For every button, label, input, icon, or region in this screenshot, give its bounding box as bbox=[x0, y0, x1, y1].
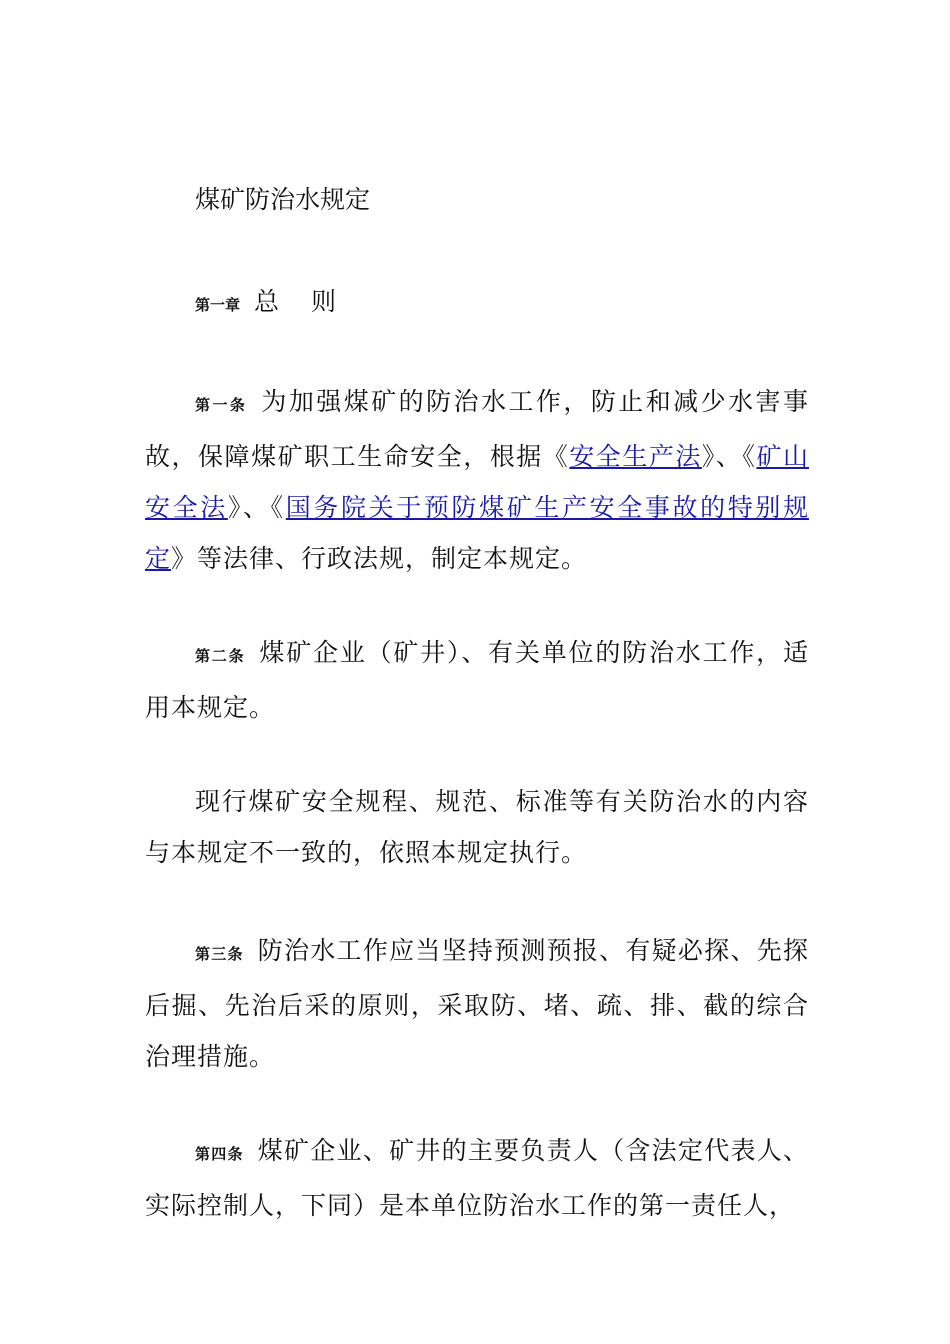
article-text: 煤矿企业、矿井的主要负责人（含法定代表人、实际控制人，下同）是本单位防治水工作的第一责任人， bbox=[145, 1136, 809, 1220]
article-text: 》等法律、行政法规，制定本规定。 bbox=[171, 544, 588, 573]
article-text: 》、《 bbox=[227, 493, 286, 522]
article-label: 第二条 bbox=[195, 647, 246, 665]
article-text: 为加强煤矿的防治水工作，防止和减少水害事故，保障煤矿职工生命安全，根据《 bbox=[145, 387, 809, 471]
article-2-paragraph-2 bbox=[145, 776, 809, 878]
law-link-work-safety[interactable]: 安全生产法 bbox=[569, 442, 702, 471]
chapter-label: 第一章 bbox=[195, 296, 241, 314]
article-text: 》、《 bbox=[701, 442, 757, 471]
article-text: 煤矿企业（矿井）、有关单位的防治水工作，适用本规定。 bbox=[145, 638, 809, 722]
article-4 bbox=[145, 1125, 809, 1231]
article-3 bbox=[145, 925, 809, 1082]
article-text: 现行煤矿安全规程、规范、标准等有关防治水的内容与本规定不一致的，依照本规定执行。 bbox=[145, 787, 809, 867]
article-text: 防治水工作应当坚持预测预报、有疑必探、先探后掘、先治后采的原则，采取防、堵、疏、排、截的综合治理措施。 bbox=[145, 936, 809, 1071]
article-2 bbox=[145, 627, 809, 733]
article-label: 第一条 bbox=[195, 396, 248, 414]
law-link-mine-safety[interactable]: 矿山安全法 bbox=[145, 442, 809, 522]
chapter-name: 总 则 bbox=[254, 287, 348, 316]
article-1 bbox=[145, 376, 809, 584]
chapter-heading bbox=[195, 282, 348, 325]
article-label: 第三条 bbox=[195, 945, 244, 963]
document-title: 煤矿防治水规定 bbox=[195, 185, 371, 214]
law-link-state-council-regulation[interactable]: 国务院关于预防煤矿生产安全事故的特别规定 bbox=[145, 493, 809, 573]
article-label: 第四条 bbox=[195, 1145, 244, 1163]
